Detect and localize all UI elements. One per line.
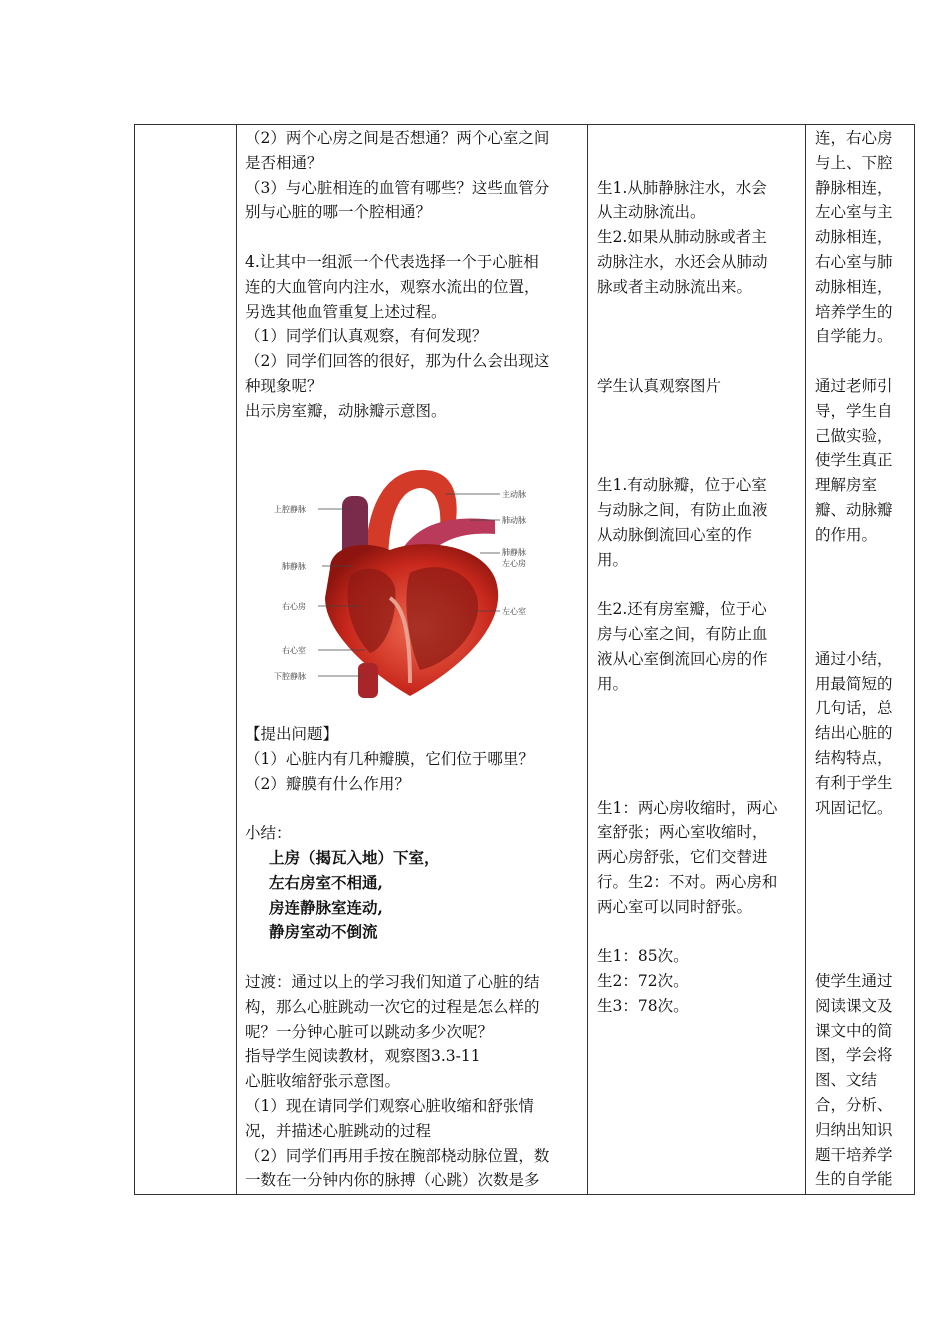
intent-line: 课文中的简: [815, 1021, 893, 1040]
text-line: （2）同学们再用手按在腕部桡动脉位置，数: [245, 1146, 550, 1165]
intent-line: 连，右心房: [815, 129, 893, 147]
student-line: 生2.如果从肺动脉或者主: [597, 228, 767, 247]
intent-line: 生的自学能: [815, 1170, 893, 1189]
intent-line: 阅读课文及: [815, 996, 893, 1015]
text-line: （1）现在请同学们观察心脏收缩和舒张情: [245, 1096, 534, 1115]
text-line: 4.让其中一组派一个代表选择一个于心脏相: [245, 252, 539, 271]
intent-line: [815, 845, 910, 870]
text-line: （2）同学们回答的很好，那为什么会出现这: [245, 352, 550, 371]
student-line: [597, 920, 802, 945]
intent-line: 己做实验，: [815, 426, 893, 445]
student-line: 动脉注水，水还会从肺动: [597, 252, 768, 271]
intent-line: 瓣、动脉瓣: [815, 500, 893, 519]
teacher-activity-column: [245, 126, 585, 424]
text-line: 是否相通？: [245, 153, 323, 172]
text-line: 【提出问题】: [245, 725, 339, 743]
intent-line: 培养学生的: [815, 302, 893, 321]
intent-line: 图、文结: [815, 1071, 878, 1090]
intent-line: 几句话，总: [815, 699, 893, 718]
column-divider: [236, 124, 237, 1195]
summary-line: 左右房室不相通,: [269, 872, 383, 892]
intent-line: 用最简短的: [815, 674, 893, 693]
student-line: 与动脉之间，有防止血液: [597, 500, 768, 519]
student-line: [597, 771, 802, 796]
student-line: 行。生2：不对。两心房和: [597, 872, 778, 891]
intent-line: [815, 870, 910, 895]
intent-line: [815, 920, 910, 945]
text-line: 心脏收缩舒张示意图。: [245, 1072, 401, 1091]
student-line: 脉或者主动脉流出来。: [597, 277, 753, 296]
text-line: 过渡：通过以上的学习我们知道了心脏的结: [245, 972, 540, 991]
student-line: 生1：两心房收缩时，两心: [597, 798, 778, 817]
student-activity-column: [597, 126, 802, 1019]
student-line: 生2.还有房室瓣，位于心: [597, 600, 767, 619]
intent-line: 合，分析、: [815, 1096, 893, 1115]
student-line: 生2：72次。: [597, 972, 689, 991]
text-line: [245, 225, 585, 250]
label-left-ventricle: 左心室: [502, 607, 526, 616]
intent-line: 动脉相连，: [815, 277, 893, 296]
student-line: [597, 126, 802, 151]
intent-line: 使学生通过: [815, 972, 893, 991]
student-line: [597, 746, 802, 771]
text-line: 小结：: [245, 824, 292, 843]
student-line: 学生认真观察图片: [597, 376, 722, 395]
student-line: 生3：78次。: [597, 996, 689, 1015]
text-line: （2）两个心房之间是否想通？两个心室之间: [245, 129, 550, 147]
student-line: 生1.从肺静脉注水，水会: [597, 178, 767, 197]
text-line: [245, 796, 585, 821]
student-line: [597, 151, 802, 176]
summary-line: 静房室动不倒流: [269, 922, 378, 942]
text-line: （3）与心脏相连的血管有哪些？这些血管分: [245, 178, 550, 197]
intent-line: [815, 944, 910, 969]
student-line: 用。: [597, 550, 629, 569]
intent-line: 巩固记忆。: [815, 798, 893, 817]
student-line: [597, 300, 802, 325]
intent-line: [815, 622, 910, 647]
student-line: 两心室可以同时舒张。: [597, 897, 753, 916]
intent-line: 左心室与主: [815, 203, 893, 222]
intent-line: 结出心脏的: [815, 724, 893, 743]
intent-line: 理解房室: [815, 476, 878, 495]
student-line: [597, 572, 802, 597]
text-line: 况，并描述心脏跳动的过程: [245, 1121, 432, 1140]
student-line: [597, 349, 802, 374]
student-line: 用。: [597, 674, 629, 693]
heart-diagram: [270, 458, 540, 700]
text-line: （1）同学们认真观察，有何发现？: [245, 327, 488, 346]
intent-line: [815, 597, 910, 622]
text-line: 一数在一分钟内你的脉搏（心跳）次数是多: [245, 1171, 540, 1190]
text-line: 构，那么心脏跳动一次它的过程是怎么样的: [245, 997, 540, 1016]
column-divider: [587, 124, 588, 1195]
intent-line: 图，学会将: [815, 1046, 893, 1065]
label-left-atrium: 左心房: [502, 559, 526, 568]
design-intent-column: [815, 126, 910, 1192]
text-line: （1）心脏内有几种瓣膜，它们位于哪里？: [245, 749, 534, 768]
text-line: （2）瓣膜有什么作用？: [245, 774, 410, 793]
intent-line: 通过老师引: [815, 376, 893, 395]
intent-line: 静脉相连，: [815, 178, 893, 197]
student-line: 从主动脉流出。: [597, 203, 706, 222]
student-line: 两心房舒张，它们交替进: [597, 848, 768, 867]
text-line: 出示房室瓣，动脉瓣示意图。: [245, 401, 447, 420]
intent-line: [815, 349, 910, 374]
label-inferior-vena-cava: 下腔静脉: [274, 672, 306, 681]
student-line: [597, 324, 802, 349]
intent-line: [815, 572, 910, 597]
summary-line: 上房（揭瓦入地）下室，: [269, 847, 440, 867]
intent-line: [815, 820, 910, 845]
student-line: [597, 424, 802, 449]
student-line: [597, 696, 802, 721]
intent-line: 导，学生自: [815, 401, 893, 420]
text-line: [245, 945, 585, 970]
intent-line: 有利于学生: [815, 773, 893, 792]
inferior-vena-cava-shape: [358, 663, 378, 698]
student-line: 生1：85次。: [597, 947, 689, 966]
text-line: 种现象呢？: [245, 376, 323, 395]
label-aorta: 主动脉: [502, 490, 526, 499]
student-line: [597, 448, 802, 473]
summary-line: 房连静脉室连动,: [269, 897, 383, 917]
intent-line: 归纳出知识: [815, 1120, 893, 1139]
intent-line: 使学生真正: [815, 451, 893, 470]
intent-line: 与上、下腔: [815, 153, 893, 172]
student-line: 房与心室之间，有防止血: [597, 624, 768, 643]
label-right-ventricle: 右心室: [282, 646, 306, 655]
intent-line: 自学能力。: [815, 327, 893, 346]
intent-line: [815, 895, 910, 920]
intent-line: 动脉相连，: [815, 228, 893, 247]
text-line: 别与心脏的哪一个腔相通？: [245, 203, 432, 222]
label-right-atrium: 右心房: [282, 602, 306, 611]
intent-line: [815, 548, 910, 573]
student-line: 室舒张；两心室收缩时，: [597, 823, 768, 842]
student-line: [597, 399, 802, 424]
teacher-activity-column-part2: [245, 722, 585, 1193]
intent-line: 的作用。: [815, 525, 878, 544]
student-line: 液从心室倒流回心房的作: [597, 649, 768, 668]
intent-line: 题干培养学: [815, 1145, 893, 1164]
column-divider: [805, 124, 806, 1195]
text-line: 另选其他血管重复上述过程。: [245, 302, 447, 321]
text-line: 指导学生阅读教材，观察图3.3-11: [245, 1047, 481, 1066]
label-superior-vena-cava: 上腔静脉: [274, 505, 306, 514]
intent-line: 通过小结，: [815, 649, 893, 668]
text-line: 连的大血管向内注水，观察水流出的位置，: [245, 277, 540, 296]
intent-line: 结构特点，: [815, 748, 893, 767]
intent-line: 右心室与肺: [815, 252, 893, 271]
text-line: 呢？一分钟心脏可以跳动多少次呢？: [245, 1022, 494, 1041]
student-line: 从动脉倒流回心室的作: [597, 525, 753, 544]
student-line: 生1.有动脉瓣，位于心室: [597, 476, 767, 495]
student-line: [597, 721, 802, 746]
label-pulmonary-artery: 肺动脉: [502, 516, 526, 525]
label-pulmonary-vein-left: 肺静脉: [502, 548, 526, 557]
label-pulmonary-vein-right: 肺静脉: [282, 562, 306, 571]
